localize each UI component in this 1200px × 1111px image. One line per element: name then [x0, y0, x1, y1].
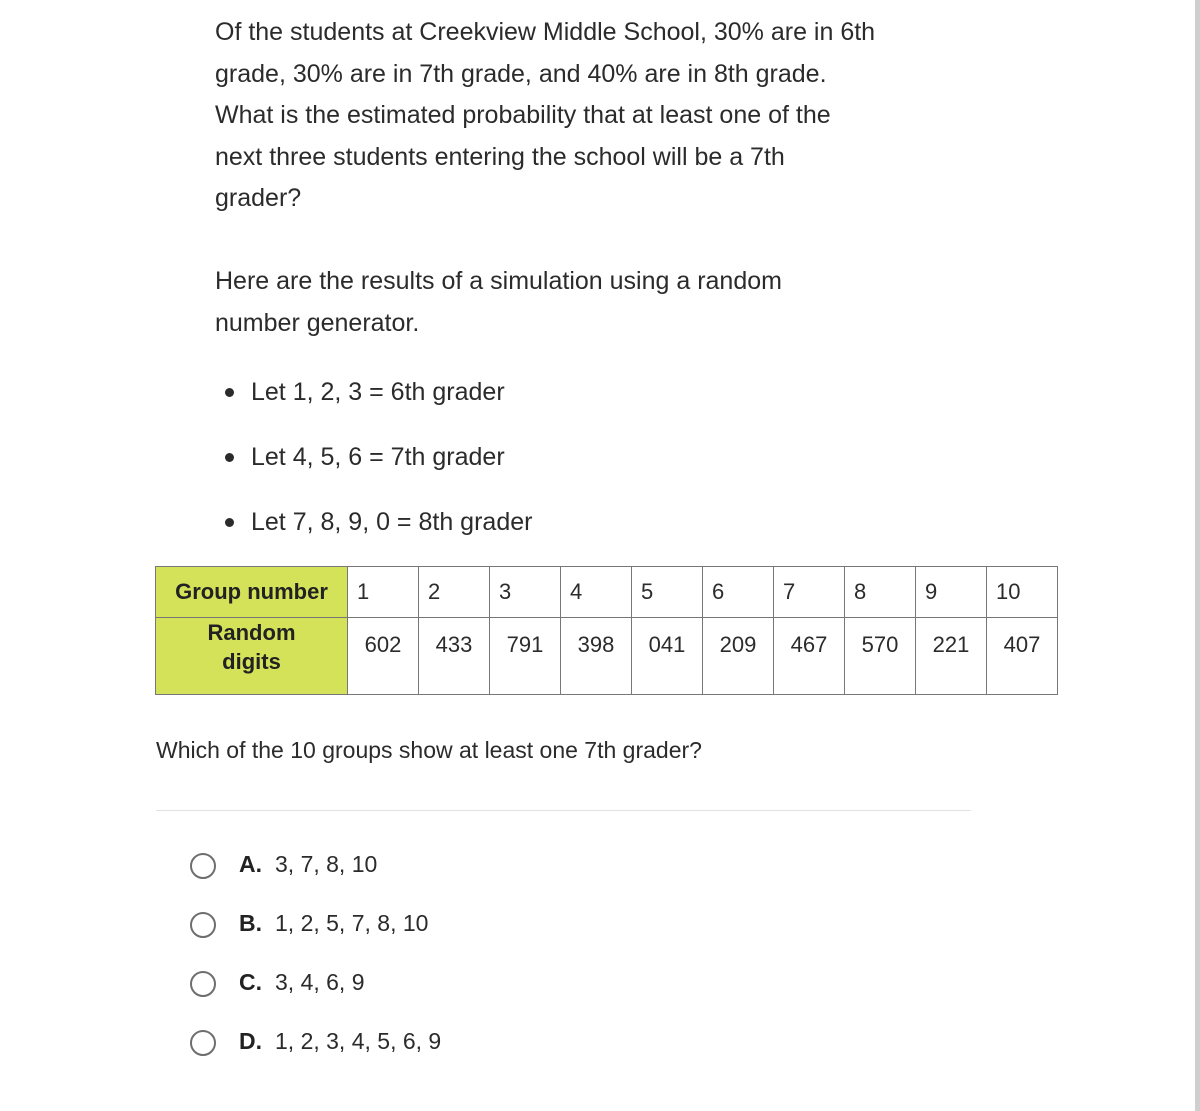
random-digits-row: [156, 618, 1058, 695]
option-letter: D.: [239, 1028, 262, 1054]
digit-rules-list: [215, 370, 532, 565]
intro-line: Here are the results of a simulation using a random: [215, 267, 782, 295]
bullet-icon: [225, 453, 234, 462]
group-number-cell: 1: [348, 567, 419, 618]
rule-text: Let 7, 8, 9, 0 = 8th grader: [251, 508, 533, 536]
random-digits-cell: 041: [632, 618, 703, 695]
option-text: 3, 4, 6, 9: [275, 969, 365, 995]
question-line: grader?: [215, 184, 302, 212]
random-digits-cell: 398: [561, 618, 632, 695]
radio-button-icon[interactable]: [190, 1030, 216, 1056]
random-digits-cell: 221: [916, 618, 987, 695]
group-number-cell: 7: [774, 567, 845, 618]
rule-item: [215, 435, 532, 500]
group-number-cell: 5: [632, 567, 703, 618]
rule-text: Let 4, 5, 6 = 7th grader: [251, 443, 505, 471]
group-number-cell: 3: [490, 567, 561, 618]
random-digits-header-line: Random: [207, 620, 296, 645]
page-edge-border: [1195, 0, 1200, 1111]
answer-options: [190, 843, 690, 1079]
radio-button-icon[interactable]: [190, 853, 216, 879]
question-text: [215, 12, 935, 220]
option-letter: A.: [239, 851, 262, 877]
radio-button-icon[interactable]: [190, 971, 216, 997]
group-number-row: [156, 567, 1058, 618]
option-letter: C.: [239, 969, 262, 995]
answer-option-d[interactable]: [190, 1020, 690, 1079]
question-prompt: Which of the 10 groups show at least one 7th grader?: [156, 737, 702, 763]
intro-line: number generator.: [215, 308, 420, 337]
radio-button-icon[interactable]: [190, 912, 216, 938]
group-number-cell: 4: [561, 567, 632, 618]
random-digits-cell: 433: [419, 618, 490, 695]
random-digits-cell: 209: [703, 618, 774, 695]
option-text: 3, 7, 8, 10: [275, 851, 378, 877]
random-digits-cell: 791: [490, 618, 561, 695]
group-number-cell: 10: [987, 567, 1058, 618]
question-line: grade, 30% are in 7th grade, and 40% are in 8th grade.: [215, 59, 827, 88]
random-digits-cell: 602: [348, 618, 419, 695]
random-digits-header: [156, 618, 348, 695]
option-letter: B.: [239, 910, 262, 936]
rule-item: [215, 500, 532, 565]
group-number-cell: 6: [703, 567, 774, 618]
bullet-icon: [225, 518, 234, 527]
divider: [156, 810, 971, 811]
rule-item: [215, 370, 532, 435]
group-number-cell: 2: [419, 567, 490, 618]
bullet-icon: [225, 388, 234, 397]
question-line: What is the estimated probability that at least one of the: [215, 101, 831, 129]
question-line: next three students entering the school will be a 7th: [215, 142, 785, 171]
question-line: Of the students at Creekview Middle School, 30% are in 6th: [215, 18, 876, 46]
option-text: 1, 2, 5, 7, 8, 10: [275, 910, 429, 936]
random-digits-header-line: digits: [222, 649, 281, 674]
answer-option-b[interactable]: [190, 902, 690, 961]
group-number-cell: 9: [916, 567, 987, 618]
simulation-intro: [215, 261, 935, 344]
group-number-cell: 8: [845, 567, 916, 618]
option-text: 1, 2, 3, 4, 5, 6, 9: [275, 1028, 442, 1054]
group-number-header: Group number: [156, 567, 348, 618]
random-digits-cell: 467: [774, 618, 845, 695]
random-digits-cell: 570: [845, 618, 916, 695]
random-digits-cell: 407: [987, 618, 1058, 695]
rule-text: Let 1, 2, 3 = 6th grader: [251, 378, 505, 406]
answer-option-c[interactable]: [190, 961, 690, 1020]
answer-option-a[interactable]: [190, 843, 690, 902]
simulation-table: [155, 566, 1058, 695]
